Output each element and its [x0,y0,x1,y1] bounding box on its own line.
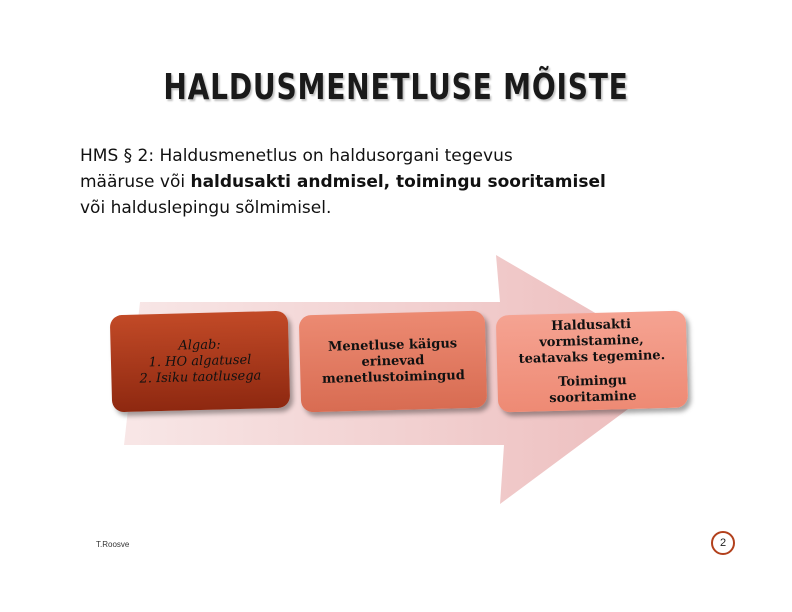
definition-line-2-prefix: määruse või [80,172,191,192]
step-start-item-2: 2. Isiku taotlusega [139,367,262,387]
step-finalize-line-3: teatavaks tegemine. [518,347,666,367]
step-start-heading: Algab: [178,336,221,354]
definition-line-3: või halduslepingu sõlmimisel. [80,198,332,218]
slide-title: HALDUSMENETLUSE MÕISTE [163,67,629,108]
footer-author: T.Roosve [96,540,130,549]
definition-line-2-bold: haldusakti andmisel, toimingu sooritamisel [190,172,606,192]
step-finalize-line-4: Toimingu [558,372,627,390]
process-step-start [110,311,290,413]
process-step-proceedings [299,311,487,413]
step-proceedings-line-2: erinevad [361,352,425,370]
page-number-badge: 2 [711,531,735,555]
step-finalize-line-5: sooritamine [549,388,637,406]
step-finalize-line-1: Haldusakti [550,316,632,334]
step-start-item-1: 1. HO algatusel [148,352,252,370]
definition-line-1: HMS § 2: Haldusmenetlus on haldusorgani tegevus [80,146,513,166]
step-proceedings-line-3: menetlustoimingud [321,367,465,387]
step-finalize-line-2: vormistamine, [539,332,644,350]
process-step-finalize [496,311,688,413]
step-proceedings-line-1: Menetluse käigus [327,335,458,355]
